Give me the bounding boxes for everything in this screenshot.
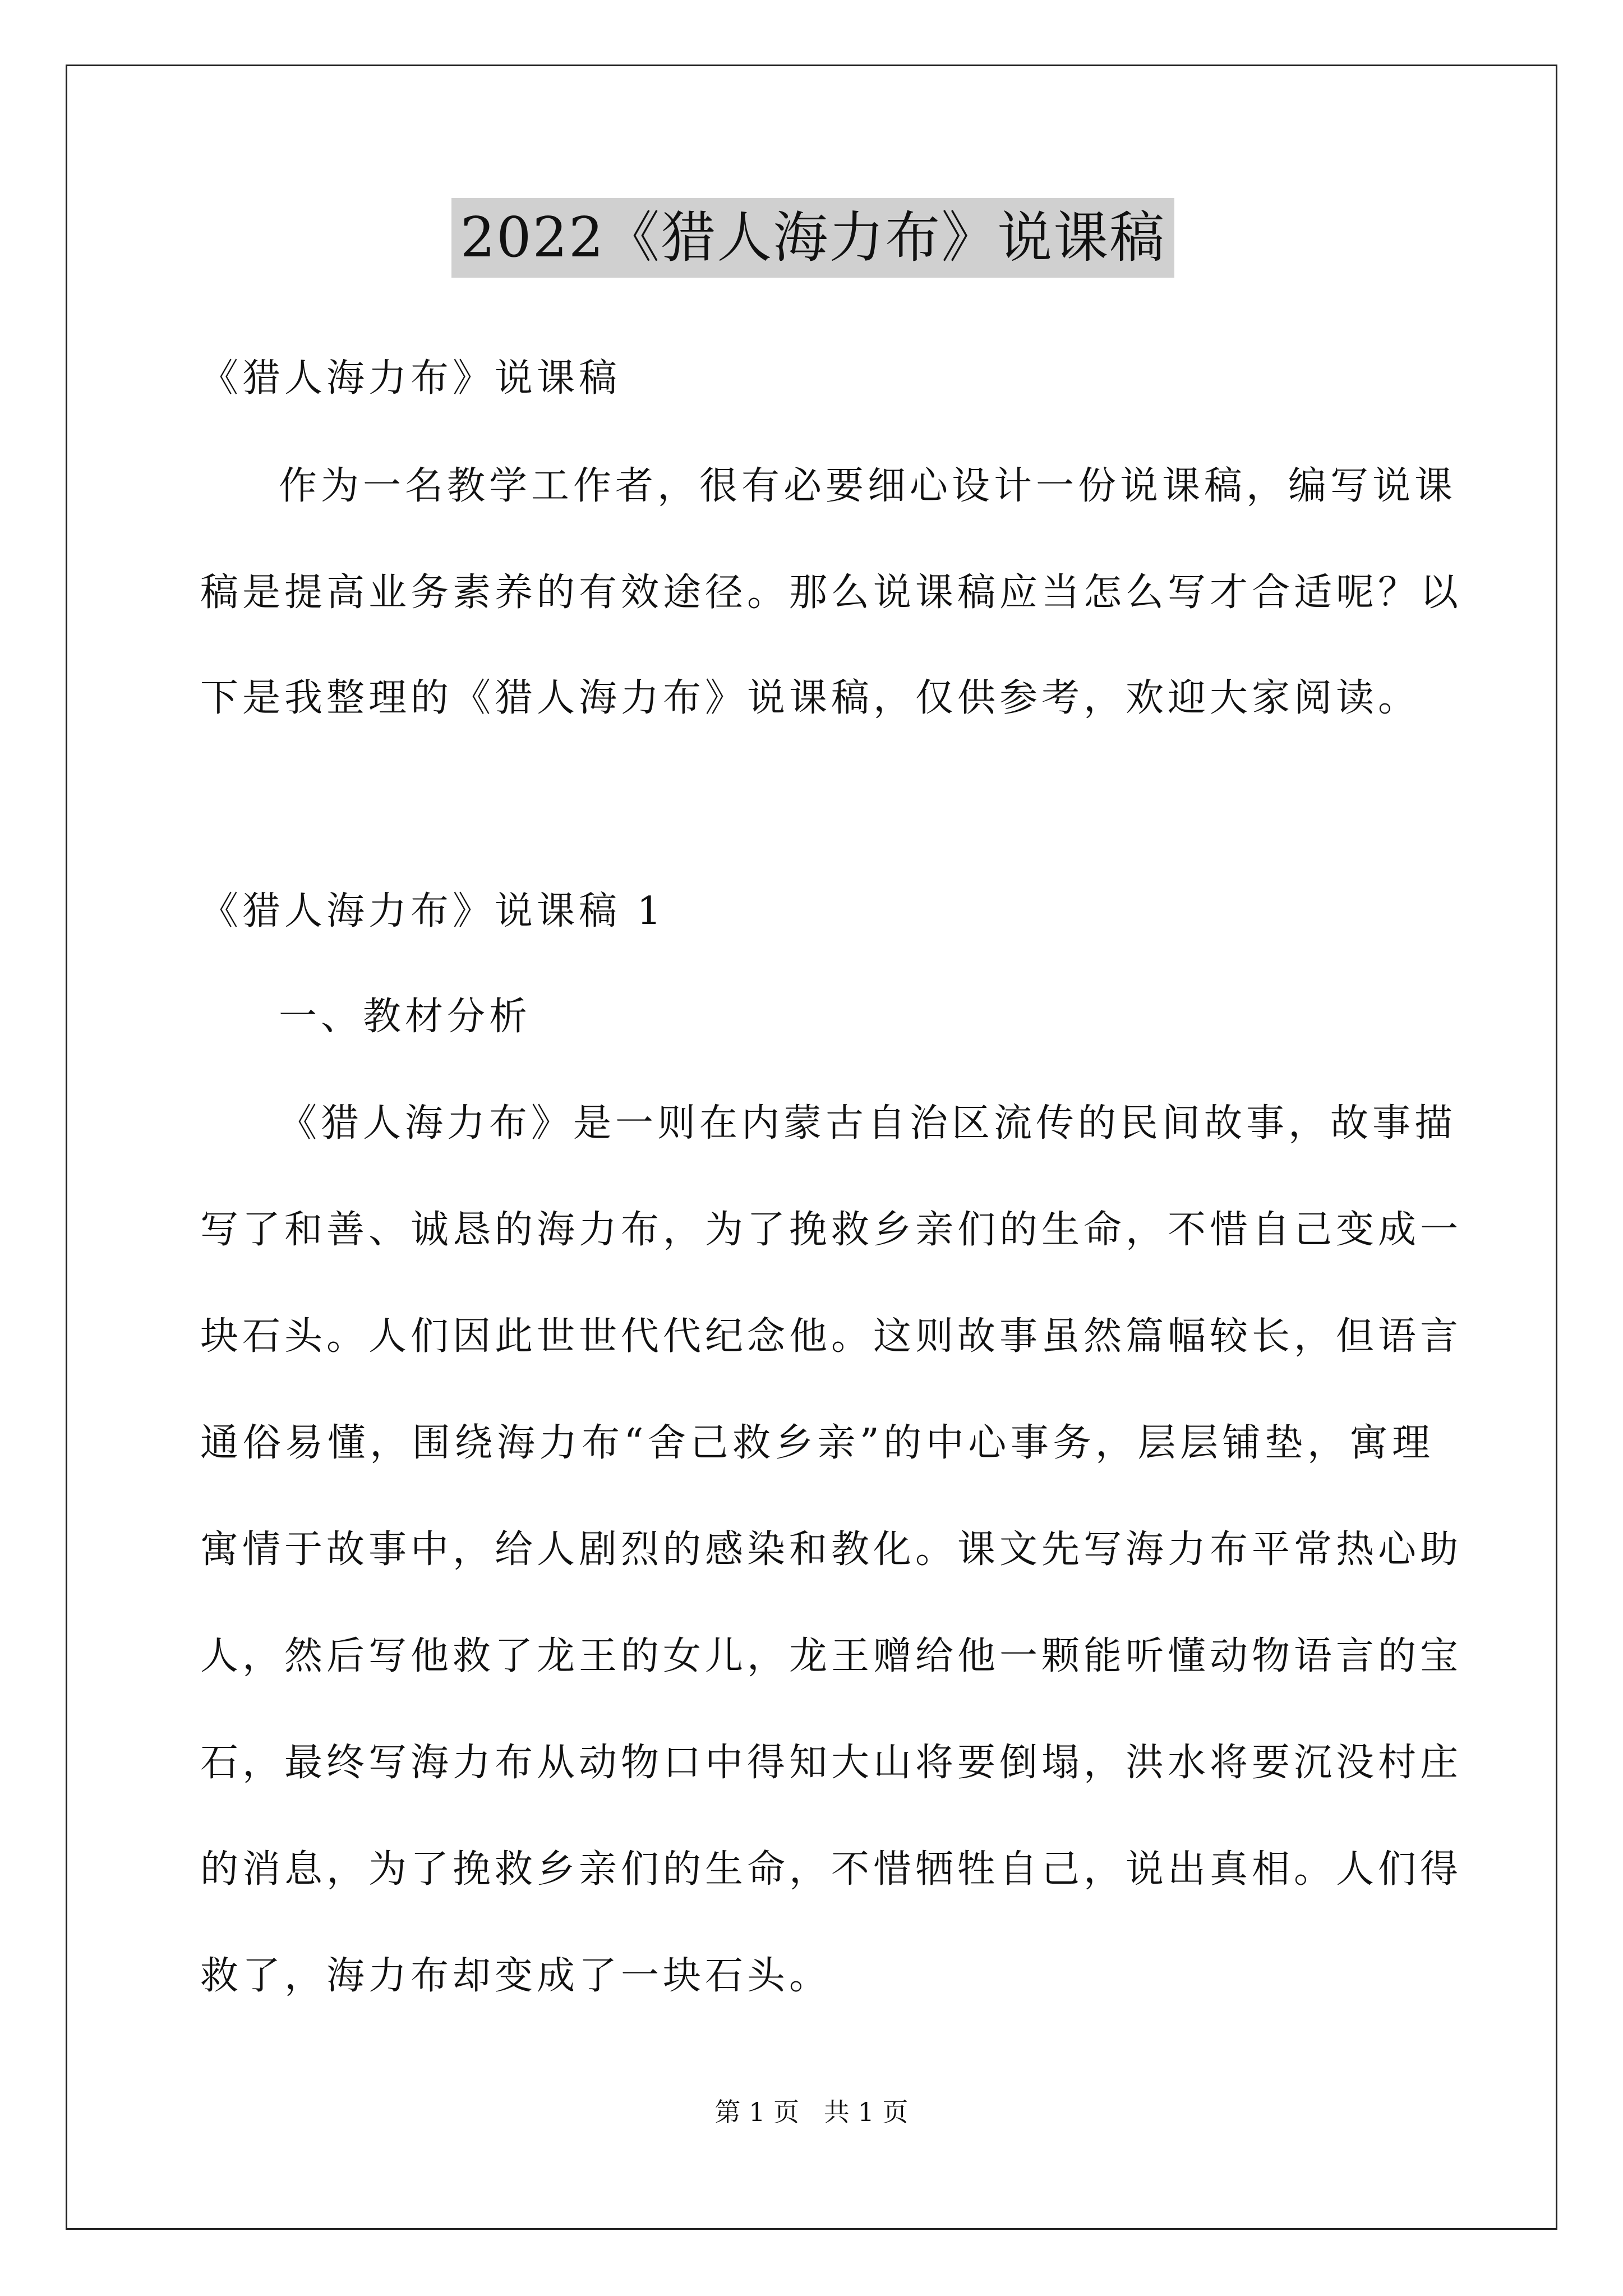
body-line-5: 寓情于故事中，给人剧烈的感染和教化。课文先写海力布平常热心助 [200,1527,1463,1572]
body-line-1: 《猎人海力布》是一则在内蒙古自治区流传的民间故事，故事描 [279,1101,1457,1145]
body-line-8: 的消息，为了挽救乡亲们的生命，不惜牺牲自己，说出真相。人们得 [200,1847,1463,1892]
intro-line-3: 下是我整理的《猎人海力布》说课稿，仅供参考，欢迎大家阅读。 [200,676,1421,720]
section-heading: 《猎人海力布》说课稿 1 [200,889,665,933]
body-line-9: 救了，海力布却变成了一块石头。 [200,1954,832,1998]
body-line-2: 写了和善、诚恳的海力布，为了挽救乡亲们的生命，不惜自己变成一 [200,1208,1463,1252]
document-title: 2022《猎人海力布》说课稿 [451,198,1174,278]
page-footer: 第 1 页 共 1 页 [714,2097,909,2127]
subsection-heading: 一、教材分析 [279,995,532,1039]
body-line-4: 通俗易懂，围绕海力布“舍己救乡亲”的中心事务，层层铺垫，寓理 [200,1421,1434,1465]
body-line-6: 人，然后写他救了龙王的女儿，龙王赠给他一颗能听懂动物语言的宝 [200,1634,1463,1678]
body-line-7: 石，最终写海力布从动物口中得知大山将要倒塌，洪水将要沉没村庄 [200,1741,1463,1785]
intro-line-1: 作为一名教学工作者，很有必要细心设计一份说课稿，编写说课 [279,464,1457,508]
body-line-3: 块石头。人们因此世世代代纪念他。这则故事虽然篇幅较长，但语言 [200,1314,1463,1359]
subtitle-line: 《猎人海力布》说课稿 [200,356,621,401]
intro-line-2: 稿是提高业务素养的有效途径。那么说课稿应当怎么写才合适呢？以 [200,570,1463,615]
